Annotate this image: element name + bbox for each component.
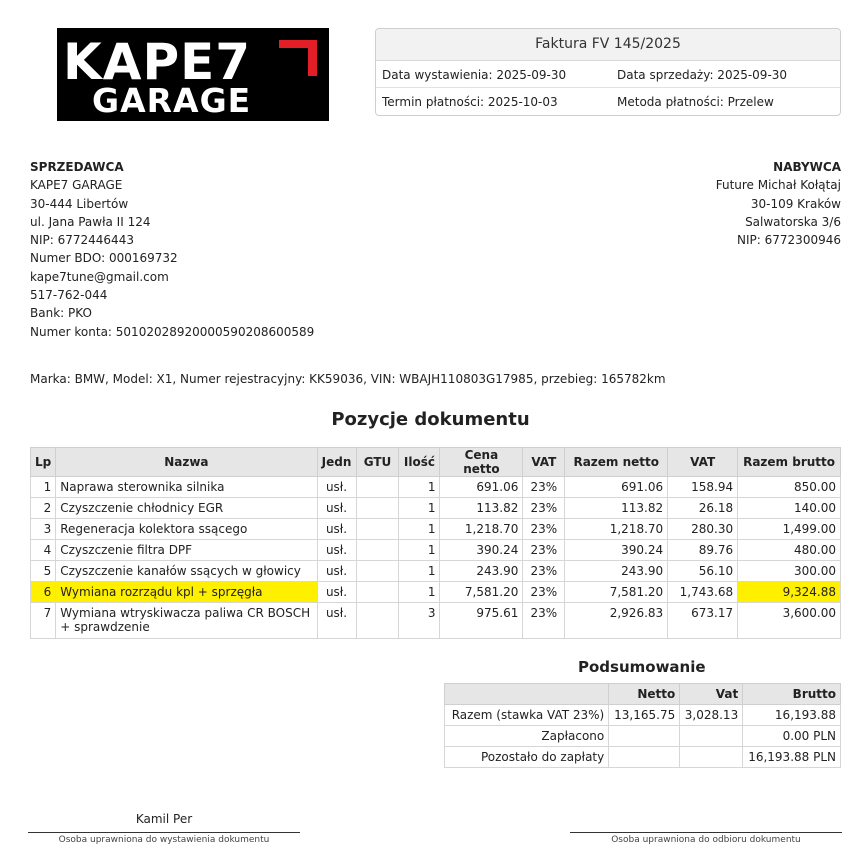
invoice-dates-row <box>376 61 840 88</box>
summary-net <box>609 726 680 747</box>
summary-label: Pozostało do zapłaty <box>445 747 609 768</box>
receiver-signature-block <box>570 812 842 845</box>
cell-gross: 9,324.88 <box>738 582 841 603</box>
cell-lp: 2 <box>31 498 56 519</box>
cell-qty: 3 <box>399 603 440 639</box>
cell-name: Czyszczenie filtra DPF <box>56 540 317 561</box>
summary-label: Zapłacono <box>445 726 609 747</box>
cell-vat-rate: 23% <box>523 519 565 540</box>
cell-gtu <box>356 540 399 561</box>
receiver-name-placeholder <box>570 812 842 830</box>
cell-vat-amount: 280.30 <box>668 519 738 540</box>
cell-price: 113.82 <box>440 498 523 519</box>
cell-name: Czyszczenie kanałów ssących w głowicy <box>56 561 317 582</box>
issuer-signature-block <box>28 812 300 845</box>
summary-header-net: Netto <box>609 684 680 705</box>
cell-vat-rate: 23% <box>523 498 565 519</box>
cell-gtu <box>356 477 399 498</box>
cell-price: 7,581.20 <box>440 582 523 603</box>
cell-qty: 1 <box>399 540 440 561</box>
cell-net: 390.24 <box>565 540 668 561</box>
cell-name: Regeneracja kolektora ssącego <box>56 519 317 540</box>
cell-vat-rate: 23% <box>523 582 565 603</box>
summary-vat <box>680 747 743 768</box>
table-row <box>31 477 841 498</box>
col-header-unit: Jedn <box>317 448 356 477</box>
col-header-vat-rate: VAT <box>523 448 565 477</box>
seller-line: ul. Jana Pawła II 124 <box>30 214 151 229</box>
cell-price: 243.90 <box>440 561 523 582</box>
cell-gtu <box>356 519 399 540</box>
logo-text-line2: GARAGE <box>92 81 252 120</box>
summary-net <box>609 747 680 768</box>
col-header-net-price: Cena netto <box>440 448 523 477</box>
cell-vat-rate: 23% <box>523 603 565 639</box>
seller-line: NIP: 6772446443 <box>30 233 134 248</box>
summary-title: Podsumowanie <box>578 658 706 676</box>
summary-row <box>445 747 841 768</box>
cell-vat-rate: 23% <box>523 561 565 582</box>
seller-line: KAPE7 GARAGE <box>30 178 123 193</box>
logo-text-line1: KAPE7 <box>63 33 252 91</box>
col-header-name: Nazwa <box>56 448 317 477</box>
cell-gross: 480.00 <box>738 540 841 561</box>
invoice-info-box <box>375 28 841 116</box>
buyer-line: Salwatorska 3/6 <box>745 214 841 229</box>
cell-lp: 7 <box>31 603 56 639</box>
cell-price: 390.24 <box>440 540 523 561</box>
cell-qty: 1 <box>399 498 440 519</box>
cell-price: 1,218.70 <box>440 519 523 540</box>
cell-name: Wymiana rozrządu kpl + sprzęgła <box>56 582 317 603</box>
issuer-signature-line <box>28 832 300 833</box>
summary-vat: 3,028.13 <box>680 705 743 726</box>
cell-gross: 300.00 <box>738 561 841 582</box>
cell-lp: 3 <box>31 519 56 540</box>
cell-gtu <box>356 561 399 582</box>
table-row <box>31 519 841 540</box>
invoice-title: Faktura FV 145/2025 <box>376 29 840 61</box>
cell-qty: 1 <box>399 477 440 498</box>
issuer-name: Kamil Per <box>135 812 193 826</box>
sale-date: Data sprzedaży: 2025-09-30 <box>617 68 788 82</box>
cell-gtu <box>356 498 399 519</box>
buyer-line: Future Michał Kołątaj <box>715 178 841 193</box>
buyer-heading: NABYWCA <box>773 160 841 174</box>
summary-gross: 16,193.88 <box>743 705 841 726</box>
items-header-row <box>31 448 841 477</box>
due-date: Termin płatności: 2025-10-03 <box>382 95 558 109</box>
cell-qty: 1 <box>399 582 440 603</box>
seller-line: kape7tune@gmail.com <box>30 269 169 284</box>
cell-vat-amount: 673.17 <box>668 603 738 639</box>
logo-graphic <box>57 28 329 121</box>
table-row <box>31 540 841 561</box>
cell-unit: usł. <box>317 519 356 540</box>
seller-block <box>30 158 314 341</box>
logo-red-accent-bar <box>308 40 317 76</box>
cell-net: 243.90 <box>565 561 668 582</box>
cell-name: Wymiana wtryskiwacza paliwa CR BOSCH + sprawdzenie <box>56 603 317 639</box>
issue-date: Data wystawienia: 2025-09-30 <box>382 68 567 82</box>
issuer-caption: Osoba uprawniona do wystawienia dokumentu <box>58 835 270 845</box>
table-row <box>31 603 841 639</box>
cell-name: Czyszczenie chłodnicy EGR <box>56 498 317 519</box>
cell-net: 7,581.20 <box>565 582 668 603</box>
payment-method: Metoda płatności: Przelew <box>617 95 774 109</box>
cell-vat-rate: 23% <box>523 540 565 561</box>
seller-line: Numer BDO: 000169732 <box>30 251 178 266</box>
cell-net: 691.06 <box>565 477 668 498</box>
summary-row <box>445 726 841 747</box>
company-logo <box>57 28 329 121</box>
buyer-line: NIP: 6772300946 <box>737 233 841 248</box>
cell-gross: 140.00 <box>738 498 841 519</box>
cell-vat-amount: 26.18 <box>668 498 738 519</box>
receiver-signature-line <box>570 832 842 833</box>
cell-price: 975.61 <box>440 603 523 639</box>
cell-price: 691.06 <box>440 477 523 498</box>
col-header-net-total: Razem netto <box>565 448 668 477</box>
buyer-block <box>716 158 841 249</box>
summary-header-vat: Vat <box>680 684 743 705</box>
cell-net: 1,218.70 <box>565 519 668 540</box>
items-table <box>30 447 841 639</box>
cell-gross: 850.00 <box>738 477 841 498</box>
cell-lp: 1 <box>31 477 56 498</box>
col-header-gtu: GTU <box>356 448 399 477</box>
summary-net: 13,165.75 <box>609 705 680 726</box>
cell-qty: 1 <box>399 561 440 582</box>
cell-lp: 6 <box>31 582 56 603</box>
summary-label: Razem (stawka VAT 23%) <box>445 705 609 726</box>
cell-unit: usł. <box>317 498 356 519</box>
cell-unit: usł. <box>317 582 356 603</box>
cell-lp: 5 <box>31 561 56 582</box>
invoice-payment-row <box>376 88 840 115</box>
summary-table <box>444 683 841 768</box>
cell-lp: 4 <box>31 540 56 561</box>
buyer-line: 30-109 Kraków <box>750 196 841 211</box>
cell-vat-amount: 89.76 <box>668 540 738 561</box>
col-header-qty: Ilość <box>399 448 440 477</box>
cell-vat-amount: 1,743.68 <box>668 582 738 603</box>
col-header-lp: Lp <box>31 448 56 477</box>
summary-header-gross: Brutto <box>743 684 841 705</box>
cell-unit: usł. <box>317 561 356 582</box>
cell-unit: usł. <box>317 477 356 498</box>
cell-unit: usł. <box>317 540 356 561</box>
cell-gtu <box>356 603 399 639</box>
seller-line: Numer konta: 50102028920000590208600589 <box>30 324 315 339</box>
cell-name: Naprawa sterownika silnika <box>56 477 317 498</box>
cell-vat-amount: 56.10 <box>668 561 738 582</box>
summary-header-empty <box>445 684 609 705</box>
seller-line: 517-762-044 <box>30 288 108 303</box>
cell-qty: 1 <box>399 519 440 540</box>
cell-unit: usł. <box>317 603 356 639</box>
table-row <box>31 561 841 582</box>
seller-heading: SPRZEDAWCA <box>30 160 124 174</box>
summary-row <box>445 705 841 726</box>
col-header-vat-amount: VAT <box>668 448 738 477</box>
summary-header-row <box>445 684 841 705</box>
items-section-title: Pozycje dokumentu <box>331 409 530 430</box>
seller-line: 30-444 Libertów <box>30 196 129 211</box>
summary-vat <box>680 726 743 747</box>
table-row-highlighted <box>31 582 841 603</box>
cell-net: 2,926.83 <box>565 603 668 639</box>
table-row <box>31 498 841 519</box>
cell-net: 113.82 <box>565 498 668 519</box>
seller-line: Bank: PKO <box>30 306 92 321</box>
cell-gtu <box>356 582 399 603</box>
cell-gross: 3,600.00 <box>738 603 841 639</box>
summary-gross: 16,193.88 PLN <box>743 747 841 768</box>
cell-gross: 1,499.00 <box>738 519 841 540</box>
col-header-gross-total: Razem brutto <box>738 448 841 477</box>
vehicle-info: Marka: BMW, Model: X1, Numer rejestracyjny: KK59036, VIN: WBAJH110803G17985, przebieg: 165782km <box>30 372 666 386</box>
cell-vat-amount: 158.94 <box>668 477 738 498</box>
receiver-caption: Osoba uprawniona do odbioru dokumentu <box>611 835 801 845</box>
cell-vat-rate: 23% <box>523 477 565 498</box>
summary-gross: 0.00 PLN <box>743 726 841 747</box>
